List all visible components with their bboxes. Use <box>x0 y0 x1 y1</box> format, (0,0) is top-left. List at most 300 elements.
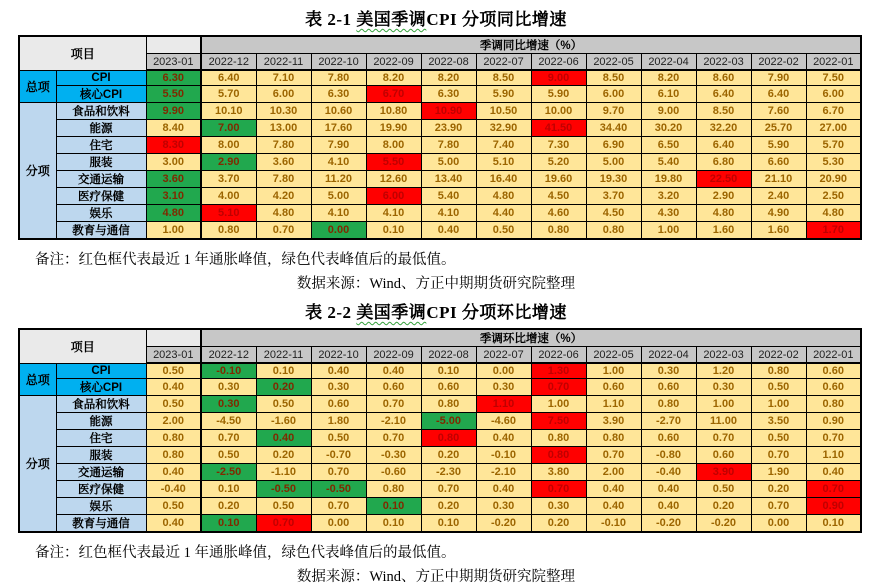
value-cell: 10.90 <box>421 103 476 120</box>
value-cell: 5.00 <box>311 188 366 205</box>
row-label: 服装 <box>56 154 146 171</box>
cpi-yoy-table <box>18 35 862 240</box>
value-cell: 4.10 <box>311 205 366 222</box>
group-label: 总项 <box>19 70 56 103</box>
value-cell: -0.30 <box>366 447 421 464</box>
value-cell: -0.10 <box>201 363 256 379</box>
value-cell: 5.30 <box>806 154 861 171</box>
month-header: 2022-11 <box>256 54 311 71</box>
value-cell: -0.20 <box>641 515 696 533</box>
value-cell: 0.20 <box>201 498 256 515</box>
value-cell: 0.10 <box>421 515 476 533</box>
value-cell: 2.40 <box>751 188 806 205</box>
row-label: 教育与通信 <box>56 515 146 533</box>
corner-header: 项目 <box>19 36 146 70</box>
report-page <box>0 5 872 585</box>
value-cell: 0.40 <box>146 379 201 396</box>
table-row <box>19 498 861 515</box>
section-yoy <box>0 5 872 293</box>
value-cell: 0.80 <box>806 396 861 413</box>
value-cell: -2.50 <box>201 464 256 481</box>
month-header: 2022-08 <box>421 347 476 364</box>
value-cell: 0.70 <box>696 430 751 447</box>
value-cell: 7.50 <box>806 70 861 86</box>
value-cell: 0.60 <box>366 379 421 396</box>
value-cell: 11.00 <box>696 413 751 430</box>
value-cell: 0.30 <box>201 396 256 413</box>
table-row <box>19 430 861 447</box>
month-header: 2023-01 <box>146 54 201 71</box>
value-cell: 6.40 <box>696 137 751 154</box>
value-cell: 6.00 <box>806 86 861 103</box>
value-cell: 0.70 <box>751 498 806 515</box>
value-cell: 1.00 <box>586 363 641 379</box>
value-cell: 6.30 <box>311 86 366 103</box>
value-cell: -4.50 <box>201 413 256 430</box>
value-cell: 0.60 <box>806 379 861 396</box>
value-cell: 0.70 <box>806 481 861 498</box>
value-cell: 5.40 <box>421 188 476 205</box>
group-label: 分项 <box>19 103 56 240</box>
value-cell: -5.00 <box>421 413 476 430</box>
value-cell: -0.20 <box>476 515 531 533</box>
value-cell: 0.80 <box>146 430 201 447</box>
value-cell: 19.30 <box>586 171 641 188</box>
value-cell: 6.90 <box>586 137 641 154</box>
value-cell: -2.10 <box>476 464 531 481</box>
value-cell: 0.50 <box>256 396 311 413</box>
value-cell: 8.20 <box>366 70 421 86</box>
value-cell: 0.60 <box>421 379 476 396</box>
value-cell: 4.30 <box>641 205 696 222</box>
value-cell: 4.50 <box>586 205 641 222</box>
value-cell: 1.30 <box>531 363 586 379</box>
value-cell: 0.10 <box>256 363 311 379</box>
value-cell: 6.10 <box>641 86 696 103</box>
value-cell: 5.00 <box>421 154 476 171</box>
value-cell: 4.80 <box>476 188 531 205</box>
value-cell: 5.50 <box>366 154 421 171</box>
band-header: 季调同比增速（%） <box>201 36 861 54</box>
blank-header <box>146 329 201 347</box>
row-label: 能源 <box>56 120 146 137</box>
month-header: 2022-07 <box>476 54 531 71</box>
value-cell: 5.70 <box>201 86 256 103</box>
value-cell: 5.10 <box>476 154 531 171</box>
value-cell: 0.50 <box>201 447 256 464</box>
value-cell: 4.50 <box>531 188 586 205</box>
value-cell: 0.00 <box>311 515 366 533</box>
table-row <box>19 464 861 481</box>
table-row <box>19 379 861 396</box>
month-header: 2022-07 <box>476 347 531 364</box>
value-cell: -4.60 <box>476 413 531 430</box>
value-cell: 1.10 <box>586 396 641 413</box>
note-line: 备注：红色框代表最近 1 年通胀峰值，绿色代表峰值后的最低值。 <box>35 252 456 268</box>
value-cell: 3.20 <box>641 188 696 205</box>
value-cell: 0.30 <box>311 379 366 396</box>
value-cell: 0.80 <box>366 481 421 498</box>
value-cell: 5.40 <box>641 154 696 171</box>
value-cell: 1.00 <box>751 396 806 413</box>
value-cell: 0.70 <box>806 430 861 447</box>
month-header: 2022-02 <box>751 54 806 71</box>
value-cell: 0.50 <box>311 430 366 447</box>
value-cell: 32.90 <box>476 120 531 137</box>
value-cell: 0.40 <box>311 363 366 379</box>
value-cell: 0.40 <box>586 481 641 498</box>
month-header: 2022-09 <box>366 54 421 71</box>
value-cell: 7.80 <box>256 171 311 188</box>
value-cell: 0.20 <box>421 498 476 515</box>
value-cell: 0.80 <box>641 396 696 413</box>
value-cell: 8.20 <box>421 70 476 86</box>
value-cell: 3.10 <box>146 188 201 205</box>
value-cell: 25.70 <box>751 120 806 137</box>
value-cell: 5.50 <box>146 86 201 103</box>
value-cell: 0.50 <box>256 498 311 515</box>
value-cell: 0.60 <box>641 430 696 447</box>
value-cell: 1.60 <box>751 222 806 240</box>
value-cell: 1.80 <box>311 413 366 430</box>
value-cell: 19.80 <box>641 171 696 188</box>
value-cell: 6.40 <box>751 86 806 103</box>
value-cell: 0.80 <box>586 222 641 240</box>
value-cell: 8.50 <box>696 103 751 120</box>
value-cell: 1.10 <box>806 447 861 464</box>
value-cell: 6.50 <box>641 137 696 154</box>
value-cell: 20.90 <box>806 171 861 188</box>
value-cell: 7.90 <box>751 70 806 86</box>
value-cell: 7.50 <box>531 413 586 430</box>
row-label: 食品和饮料 <box>56 103 146 120</box>
month-header: 2022-03 <box>696 54 751 71</box>
month-header: 2022-09 <box>366 347 421 364</box>
value-cell: 4.80 <box>806 205 861 222</box>
value-cell: -2.10 <box>366 413 421 430</box>
table-2-2-title <box>0 298 872 323</box>
blank-header <box>146 36 201 54</box>
value-cell: 0.40 <box>146 515 201 533</box>
value-cell: 8.40 <box>146 120 201 137</box>
month-header: 2022-08 <box>421 54 476 71</box>
group-label: 分项 <box>19 396 56 533</box>
value-cell: 0.40 <box>806 464 861 481</box>
value-cell: 6.40 <box>201 70 256 86</box>
value-cell: 0.80 <box>146 447 201 464</box>
value-cell: 0.20 <box>256 379 311 396</box>
value-cell: 7.80 <box>421 137 476 154</box>
row-label: 住宅 <box>56 430 146 447</box>
table-row <box>19 103 861 120</box>
value-cell: 2.50 <box>806 188 861 205</box>
value-cell: 0.30 <box>476 379 531 396</box>
value-cell: 6.30 <box>421 86 476 103</box>
value-cell: 8.00 <box>201 137 256 154</box>
value-cell: 0.70 <box>256 515 311 533</box>
row-label: 娱乐 <box>56 498 146 515</box>
value-cell: 5.90 <box>751 137 806 154</box>
value-cell: 3.60 <box>146 171 201 188</box>
value-cell: 32.20 <box>696 120 751 137</box>
title-suffix: CPI 分项同比增速 <box>426 10 567 29</box>
value-cell: 0.40 <box>421 222 476 240</box>
value-cell: 0.70 <box>531 481 586 498</box>
value-cell: 3.50 <box>751 413 806 430</box>
value-cell: -1.60 <box>256 413 311 430</box>
value-cell: 30.20 <box>641 120 696 137</box>
value-cell: 0.70 <box>311 498 366 515</box>
value-cell: 1.00 <box>531 396 586 413</box>
value-cell: 3.00 <box>146 154 201 171</box>
value-cell: 7.30 <box>531 137 586 154</box>
month-header: 2022-10 <box>311 54 366 71</box>
value-cell: -0.40 <box>146 481 201 498</box>
row-label: CPI <box>56 70 146 86</box>
value-cell: 9.70 <box>586 103 641 120</box>
title-underlined-text: 美国季调 <box>356 303 427 322</box>
value-cell: 0.70 <box>751 447 806 464</box>
corner-header: 项目 <box>19 329 146 363</box>
row-label: 医疗保健 <box>56 188 146 205</box>
value-cell: 4.10 <box>421 205 476 222</box>
value-cell: 3.70 <box>201 171 256 188</box>
title-suffix: CPI 分项环比增速 <box>426 303 567 322</box>
value-cell: 0.20 <box>696 498 751 515</box>
value-cell: 0.60 <box>311 396 366 413</box>
table-row <box>19 86 861 103</box>
value-cell: 21.10 <box>751 171 806 188</box>
value-cell: 0.60 <box>586 379 641 396</box>
value-cell: 0.90 <box>806 413 861 430</box>
month-header: 2022-04 <box>641 347 696 364</box>
value-cell: 2.90 <box>696 188 751 205</box>
value-cell: 0.50 <box>146 396 201 413</box>
value-cell: 1.60 <box>696 222 751 240</box>
value-cell: 7.60 <box>751 103 806 120</box>
value-cell: 6.70 <box>806 103 861 120</box>
value-cell: 0.10 <box>366 222 421 240</box>
value-cell: 11.20 <box>311 171 366 188</box>
table-row <box>19 137 861 154</box>
value-cell: 0.10 <box>201 481 256 498</box>
value-cell: 0.30 <box>641 363 696 379</box>
value-cell: 0.80 <box>421 430 476 447</box>
value-cell: 4.10 <box>311 154 366 171</box>
value-cell: 0.80 <box>531 447 586 464</box>
value-cell: 0.80 <box>751 363 806 379</box>
table-row <box>19 515 861 533</box>
table-row <box>19 70 861 86</box>
value-cell: 0.20 <box>421 447 476 464</box>
row-label: 医疗保健 <box>56 481 146 498</box>
value-cell: 3.60 <box>256 154 311 171</box>
value-cell: -0.60 <box>366 464 421 481</box>
value-cell: 10.30 <box>256 103 311 120</box>
value-cell: 0.20 <box>751 481 806 498</box>
value-cell: 0.10 <box>806 515 861 533</box>
month-header: 2022-01 <box>806 54 861 71</box>
value-cell: 0.50 <box>751 379 806 396</box>
table-row <box>19 171 861 188</box>
month-header: 2022-12 <box>201 347 256 364</box>
month-header: 2022-01 <box>806 347 861 364</box>
value-cell: 0.40 <box>641 481 696 498</box>
value-cell: 0.50 <box>751 430 806 447</box>
value-cell: 7.10 <box>256 70 311 86</box>
value-cell: 0.40 <box>476 430 531 447</box>
row-label: 娱乐 <box>56 205 146 222</box>
table-row <box>19 222 861 240</box>
value-cell: 3.70 <box>586 188 641 205</box>
value-cell: 0.30 <box>531 498 586 515</box>
value-cell: -1.10 <box>256 464 311 481</box>
row-label: 住宅 <box>56 137 146 154</box>
value-cell: 0.40 <box>366 363 421 379</box>
note-line: 备注：红色框代表最近 1 年通胀峰值，绿色代表峰值后的最低值。 <box>35 545 456 561</box>
value-cell: 0.20 <box>531 515 586 533</box>
value-cell: 9.00 <box>531 70 586 86</box>
value-cell: 6.00 <box>586 86 641 103</box>
value-cell: 4.00 <box>201 188 256 205</box>
table-row <box>19 447 861 464</box>
value-cell: 13.00 <box>256 120 311 137</box>
value-cell: 1.90 <box>751 464 806 481</box>
value-cell: 8.30 <box>146 137 201 154</box>
table-row <box>19 120 861 137</box>
value-cell: 0.70 <box>586 447 641 464</box>
value-cell: 6.70 <box>366 86 421 103</box>
value-cell: 10.60 <box>311 103 366 120</box>
value-cell: 27.00 <box>806 120 861 137</box>
value-cell: 8.60 <box>696 70 751 86</box>
value-cell: 8.20 <box>641 70 696 86</box>
value-cell: 1.00 <box>641 222 696 240</box>
row-label: 核心CPI <box>56 86 146 103</box>
title-prefix: 表 2-2 <box>305 303 357 322</box>
value-cell: 22.50 <box>696 171 751 188</box>
value-cell: 3.90 <box>586 413 641 430</box>
month-header: 2023-01 <box>146 347 201 364</box>
table-row <box>19 188 861 205</box>
value-cell: 0.40 <box>146 464 201 481</box>
month-header: 2022-05 <box>586 347 641 364</box>
row-label: 食品和饮料 <box>56 396 146 413</box>
title-underlined-text: 美国季调 <box>356 10 427 29</box>
value-cell: 0.60 <box>806 363 861 379</box>
value-cell: 0.70 <box>201 430 256 447</box>
value-cell: 17.60 <box>311 120 366 137</box>
month-header: 2022-06 <box>531 347 586 364</box>
table-row <box>19 481 861 498</box>
table-row <box>19 396 861 413</box>
value-cell: 0.00 <box>751 515 806 533</box>
value-cell: 1.00 <box>146 222 201 240</box>
row-label: 核心CPI <box>56 379 146 396</box>
cpi-mom-table <box>18 328 862 533</box>
value-cell: 5.90 <box>531 86 586 103</box>
value-cell: 0.40 <box>641 498 696 515</box>
value-cell: -0.10 <box>476 447 531 464</box>
month-header: 2022-12 <box>201 54 256 71</box>
table-row <box>19 154 861 171</box>
row-label: CPI <box>56 363 146 379</box>
value-cell: 0.80 <box>531 222 586 240</box>
value-cell: 2.00 <box>146 413 201 430</box>
month-header: 2022-10 <box>311 347 366 364</box>
value-cell: 5.10 <box>201 205 256 222</box>
value-cell: 0.60 <box>696 447 751 464</box>
value-cell: 0.30 <box>201 379 256 396</box>
value-cell: 4.60 <box>531 205 586 222</box>
value-cell: 23.90 <box>421 120 476 137</box>
value-cell: 1.10 <box>476 396 531 413</box>
month-header: 2022-02 <box>751 347 806 364</box>
value-cell: -0.20 <box>696 515 751 533</box>
row-label: 能源 <box>56 413 146 430</box>
value-cell: 0.70 <box>366 430 421 447</box>
value-cell: -0.50 <box>311 481 366 498</box>
value-cell: 0.00 <box>476 363 531 379</box>
value-cell: 0.80 <box>201 222 256 240</box>
row-label: 服装 <box>56 447 146 464</box>
table-row <box>19 413 861 430</box>
value-cell: -2.70 <box>641 413 696 430</box>
value-cell: 19.60 <box>531 171 586 188</box>
value-cell: 0.50 <box>146 363 201 379</box>
value-cell: 0.70 <box>421 481 476 498</box>
value-cell: 9.90 <box>146 103 201 120</box>
value-cell: 4.20 <box>256 188 311 205</box>
row-label: 交通运输 <box>56 464 146 481</box>
value-cell: 0.40 <box>586 498 641 515</box>
value-cell: 19.90 <box>366 120 421 137</box>
value-cell: 7.00 <box>201 120 256 137</box>
title-prefix: 表 2-1 <box>305 10 357 29</box>
value-cell: 2.90 <box>201 154 256 171</box>
value-cell: -0.40 <box>641 464 696 481</box>
month-header: 2022-04 <box>641 54 696 71</box>
value-cell: 6.00 <box>366 188 421 205</box>
value-cell: 10.80 <box>366 103 421 120</box>
value-cell: 0.20 <box>256 447 311 464</box>
value-cell: 7.90 <box>311 137 366 154</box>
value-cell: 0.60 <box>641 379 696 396</box>
value-cell: 0.10 <box>201 515 256 533</box>
value-cell: 0.50 <box>146 498 201 515</box>
value-cell: 4.80 <box>256 205 311 222</box>
source-line: 数据来源：Wind、方正中期期货研究院整理 <box>296 276 576 292</box>
value-cell: 7.80 <box>311 70 366 86</box>
value-cell: 0.10 <box>366 515 421 533</box>
value-cell: -0.70 <box>311 447 366 464</box>
table-2-1-title <box>0 5 872 30</box>
value-cell: 6.40 <box>696 86 751 103</box>
value-cell: 0.70 <box>256 222 311 240</box>
value-cell: -0.80 <box>641 447 696 464</box>
value-cell: 0.70 <box>366 396 421 413</box>
value-cell: 1.70 <box>806 222 861 240</box>
value-cell: 3.90 <box>696 464 751 481</box>
value-cell: 5.90 <box>476 86 531 103</box>
value-cell: 0.90 <box>806 498 861 515</box>
value-cell: 6.60 <box>751 154 806 171</box>
row-label: 教育与通信 <box>56 222 146 240</box>
value-cell: 0.70 <box>531 379 586 396</box>
value-cell: 8.50 <box>586 70 641 86</box>
value-cell: 12.60 <box>366 171 421 188</box>
value-cell: 3.80 <box>531 464 586 481</box>
